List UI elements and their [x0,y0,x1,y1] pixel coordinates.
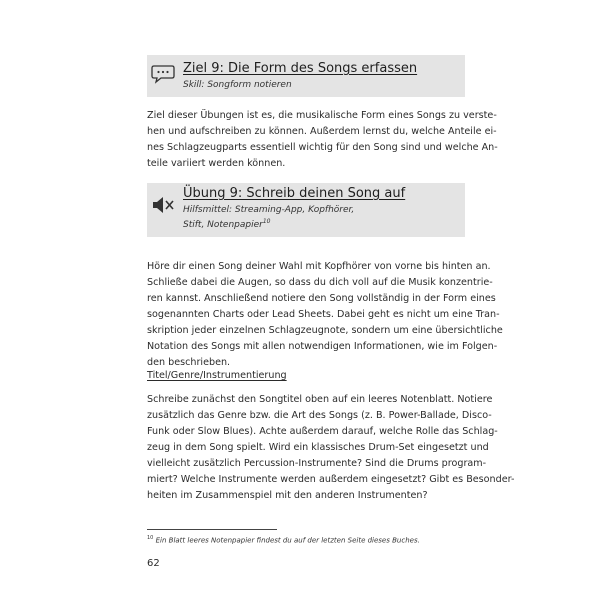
text-line: Schreibe zunächst den Songtitel oben auf ein leeres Notenblatt. Notiere [147,394,493,405]
muted-speaker-icon [151,195,175,215]
text-line: zusätzlich das Genre bzw. die Art des Songs (z. B. Power-Ballade, Disco- [147,410,492,421]
intro-paragraph [147,108,498,172]
text-line: teile variiert werden können. [147,158,286,169]
footnote-text: Ein Blatt leeres Notenpapier findest du auf der letzten Seite dieses Buches. [155,536,420,545]
goal-title: Ziel 9: Die Form des Songs erfassen [183,61,418,76]
text-line: heiten im Zusammenspiel mit den anderen Instrumenten? [147,490,428,501]
footnote-number: 10 [147,535,154,541]
exercise-title: Übung 9: Schreib deinen Song auf [183,186,406,201]
speech-bubble-icon [151,64,175,84]
exercise-tools [183,204,354,231]
text-line: ren kannst. Anschließend notiere den Song vollständig in der Form eines [147,293,496,304]
goal-skill: Skill: Songform notieren [183,80,292,90]
tools-line-1: Hilfsmittel: Streaming-App, Kopfhörer, [183,205,355,215]
text-line: Funk oder Slow Blues). Achte außerdem darauf, welche Rolle das Schlag- [147,426,498,437]
section-heading: Titel/Genre/Instrumentierung [147,370,287,381]
text-line: miert? Welche Instrumente werden außerdem eingesetzt? Gibt es Besonder- [147,474,515,485]
text-line: skription jeder einzelnen Schlagzeugnote, sondern um eine übersichtliche [147,325,503,336]
text-line: sogenannten Charts oder Lead Sheets. Dabei geht es nicht um eine Tran- [147,309,500,320]
footnote [147,535,420,544]
text-line: Schließe dabei die Augen, so dass du dich voll auf die Musik konzentrie- [147,277,493,288]
exercise-box [147,183,465,237]
section-paragraph [147,392,515,504]
text-line: Notation des Songs mit allen notwendigen Informationen, wie im Folgen- [147,341,498,352]
text-line: hen und aufschreiben zu können. Außerdem lernst du, welche Anteile ei- [147,126,497,137]
text-line: nes Schlagzeugparts essentiell wichtig für den Song sind und welche An- [147,142,498,153]
text-line: Ziel dieser Übungen ist es, die musikalische Form eines Songs zu verste- [147,110,497,121]
footnote-divider [147,529,277,530]
text-line: vielleicht zusätzlich Percussion-Instrumente? Sind die Drums program- [147,458,487,469]
footnote-reference: 10 [262,218,271,225]
tools-line-2: Stift, Notenpapier [183,220,263,230]
goal-box [147,55,465,97]
page-number: 62 [147,558,160,569]
text-line: den beschrieben. [147,357,231,368]
text-line: zeug in dem Song spielt. Wird ein klassisches Drum-Set eingesetzt und [147,442,489,453]
text-line: Höre dir einen Song deiner Wahl mit Kopfhörer von vorne bis hinten an. [147,261,491,272]
exercise-paragraph [147,259,503,371]
